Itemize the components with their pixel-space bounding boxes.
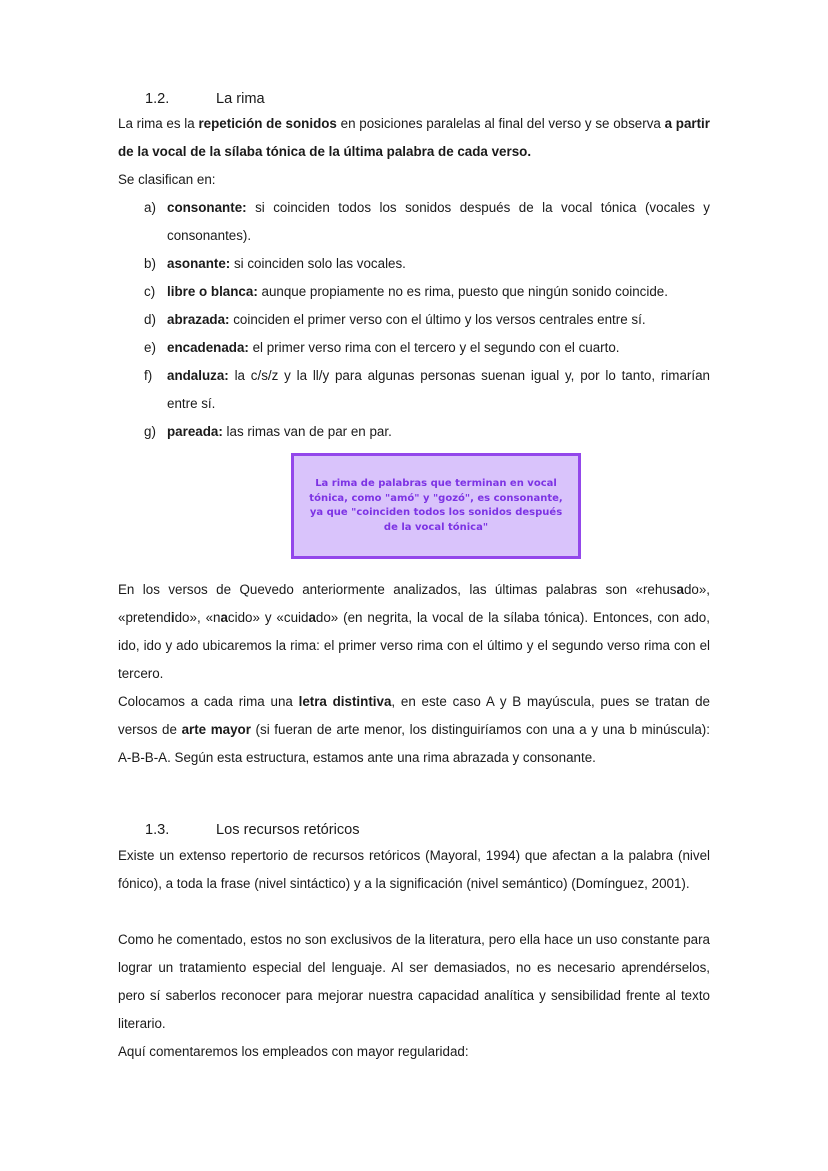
quevedo-paragraph bbox=[118, 576, 710, 688]
list-text: si coinciden todos los sonidos después de la vocal tónica (vocales y consonantes). bbox=[167, 200, 710, 243]
section-title: Los recursos retóricos bbox=[216, 822, 360, 838]
bold-term: letra distintiva bbox=[298, 694, 392, 709]
callout-text: La rima de palabras que terminan en vocal tónica, como "amó" y "gozó", es consonante, ya que "coinciden todos los sonidos después de la vocal tónica" bbox=[309, 478, 563, 533]
list-term: libre o blanca: bbox=[167, 284, 258, 299]
text-run: en posiciones paralelas al final del verso y se observa bbox=[336, 116, 665, 131]
tonic-vowel: i bbox=[170, 610, 175, 625]
text-run: La rima es la bbox=[118, 116, 199, 131]
bold-term: arte mayor bbox=[181, 722, 251, 737]
list-marker: e) bbox=[144, 340, 156, 355]
text-run: cido» y «cuid bbox=[227, 610, 309, 625]
list-text: el primer verso rima con el tercero y el segundo con el cuarto. bbox=[248, 340, 620, 355]
section-number: 1.3. bbox=[145, 822, 170, 838]
list-item bbox=[118, 362, 710, 418]
list-term: abrazada: bbox=[167, 312, 230, 327]
list-term: pareada: bbox=[167, 424, 223, 439]
rima-definition-paragraph bbox=[118, 110, 710, 166]
section-number: 1.2. bbox=[145, 91, 170, 107]
classify-line: Se clasifican en: bbox=[118, 172, 216, 187]
list-term: encadenada: bbox=[167, 340, 249, 355]
section-title: La rima bbox=[216, 91, 265, 107]
recursos-paragraph-1: Existe un extenso repertorio de recursos retóricos (Mayoral, 1994) que afectan a la palabra (nivel fónico), a toda la frase (nivel sintáctico) y a la significación (nivel semántico) (Domínguez, 2001). bbox=[118, 848, 710, 891]
list-item bbox=[118, 278, 710, 306]
list-marker: f) bbox=[144, 368, 153, 383]
bold-term: a partir de la vocal de la sílaba tónica de la última palabra de cada verso. bbox=[118, 116, 710, 159]
list-term: andaluza: bbox=[167, 368, 229, 383]
section-heading-recursos bbox=[145, 821, 360, 839]
list-text: si coinciden solo las vocales. bbox=[230, 256, 406, 271]
tonic-vowel: a bbox=[220, 610, 228, 625]
text-run: Colocamos a cada rima una bbox=[118, 694, 299, 709]
text-run: (si fueran de arte menor, los distinguiríamos con una a y una b minúscula): A-B-B-A. Según esta estructura, estamos ante una rima abrazada y consonante. bbox=[118, 722, 710, 765]
list-term: consonante: bbox=[167, 200, 247, 215]
list-marker: g) bbox=[144, 424, 156, 439]
bold-term: repetición de sonidos bbox=[198, 116, 337, 131]
list-text: coinciden el primer verso con el último y los versos centrales entre sí. bbox=[229, 312, 646, 327]
list-item bbox=[118, 418, 710, 446]
recursos-paragraph-2: Como he comentado, estos no son exclusivos de la literatura, pero ella hace un uso constante para lograr un tratamiento especial del lenguaje. Al ser demasiados, no es necesario aprendérselos, pero sí saberlos reconocer para mejorar nuestra capacidad analítica y sensibilidad frente al texto literario. bbox=[118, 932, 710, 1031]
list-marker: a) bbox=[144, 200, 156, 215]
list-marker: c) bbox=[144, 284, 156, 299]
list-text: las rimas van de par en par. bbox=[222, 424, 392, 439]
list-item bbox=[118, 250, 710, 278]
rhyme-types-list bbox=[118, 194, 710, 446]
list-item bbox=[118, 194, 710, 250]
tonic-vowel: a bbox=[676, 582, 684, 597]
section-heading-rima bbox=[145, 90, 265, 108]
tonic-vowel: a bbox=[308, 610, 316, 625]
list-text: la c/s/z y la ll/y para algunas personas suenan igual y, por lo tanto, rimarían entre sí. bbox=[167, 368, 710, 411]
letra-distintiva-paragraph bbox=[118, 688, 710, 772]
list-item bbox=[118, 306, 710, 334]
list-marker: b) bbox=[144, 256, 156, 271]
text-run: do», «n bbox=[174, 610, 221, 625]
list-item bbox=[118, 334, 710, 362]
list-marker: d) bbox=[144, 312, 156, 327]
text-run: , en este caso A y B mayúscula, pues se tratan de versos de bbox=[118, 694, 710, 737]
text-run: En los versos de Quevedo anteriormente analizados, las últimas palabras son «rehus bbox=[118, 582, 677, 597]
recursos-paragraph-3: Aquí comentaremos los empleados con mayor regularidad: bbox=[118, 1044, 469, 1059]
list-text: aunque propiamente no es rima, puesto que ningún sonido coincide. bbox=[257, 284, 668, 299]
text-run: do» (en negrita, la vocal de la sílaba tónica). Entonces, con ado, ido, ido y ado ubicaremos la rima: el primer verso rima con el último y el segundo verso rima con el tercero. bbox=[118, 610, 710, 681]
callout-box bbox=[291, 453, 581, 559]
list-term: asonante: bbox=[167, 256, 231, 271]
text-run: do», «pretend bbox=[118, 582, 710, 625]
